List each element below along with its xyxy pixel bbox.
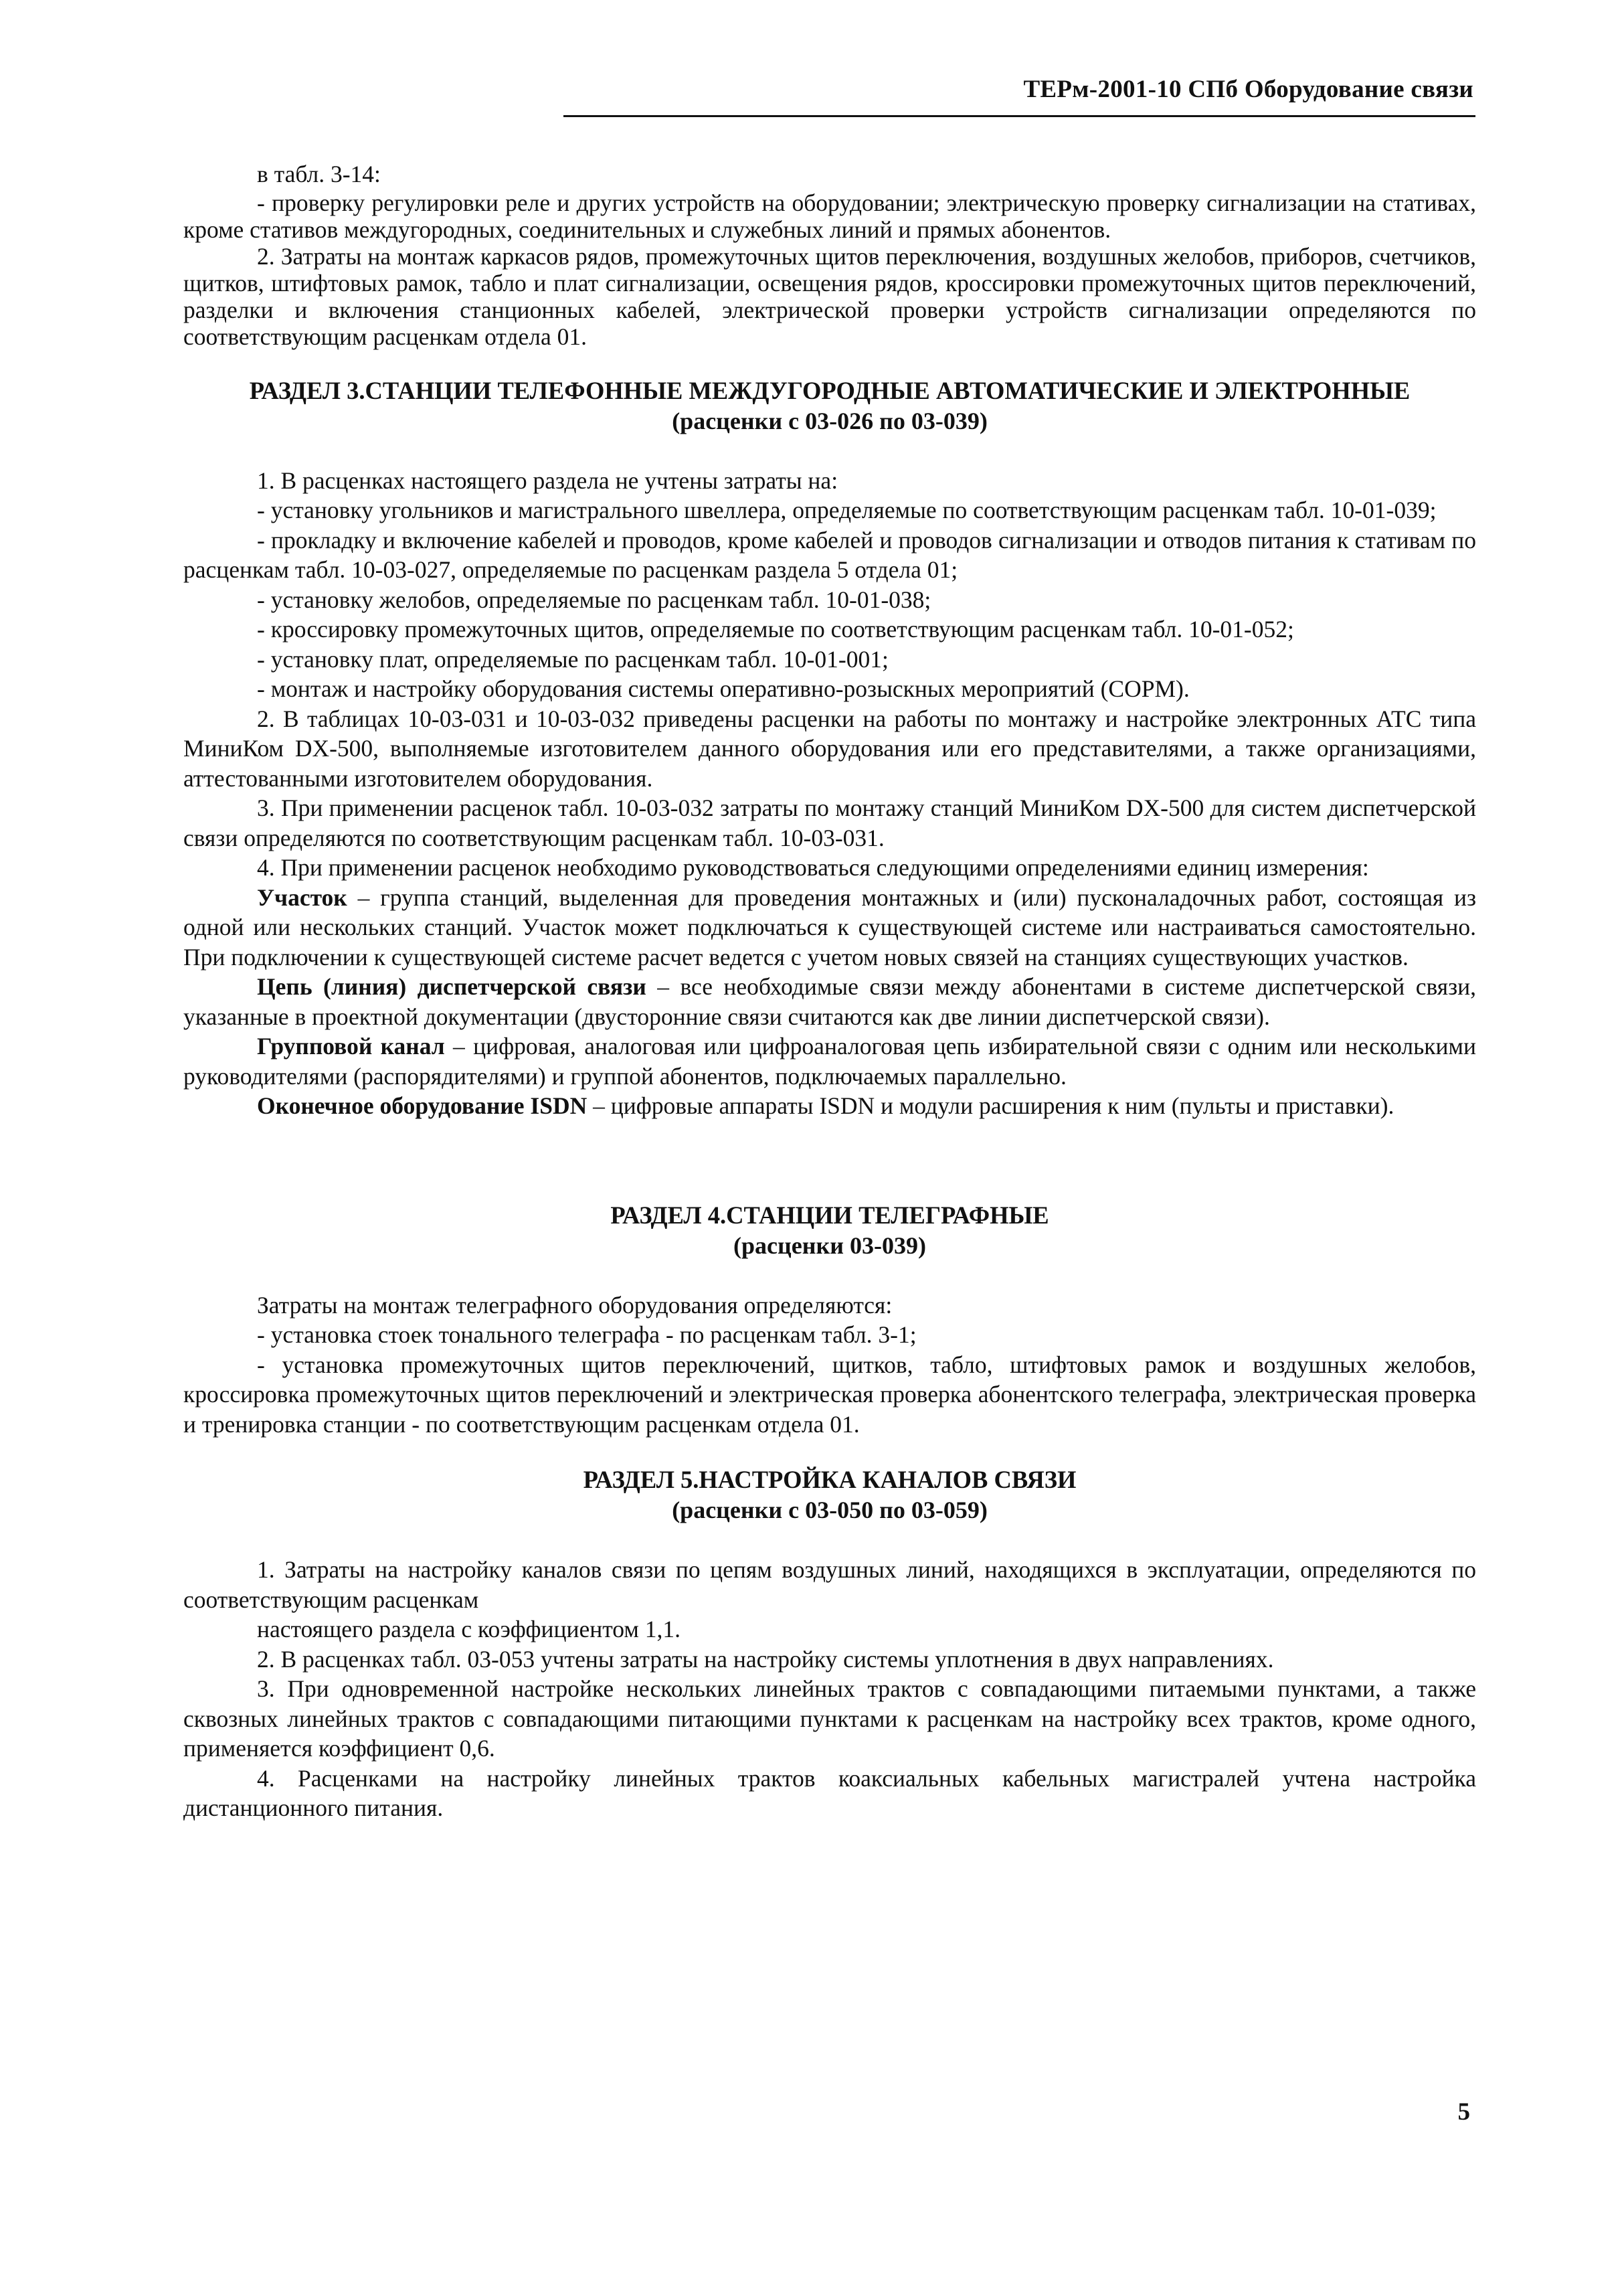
section-4-title: РАЗДЕЛ 4.СТАНЦИИ ТЕЛЕГРАФНЫЕ	[610, 1201, 1049, 1229]
section-3-paragraph-3: - прокладку и включение кабелей и проводов, кроме кабелей и проводов сигнализации и отводов питания к стативам по расценкам табл. 10-03-027, определяемые по расценкам раздела 5 отдела 01;	[183, 526, 1476, 583]
section-3-paragraph-1: 1. В расценках настоящего раздела не учтены затраты на:	[257, 467, 838, 494]
section-3-subtitle: (расценки с 03-026 по 03-039)	[672, 407, 988, 434]
definition-term: Цепь (линия) диспетчерской связи	[257, 973, 646, 1000]
definition-text: – группа станций, выделенная для проведения монтажных и (или) пусконаладочных работ, состоящая из одной или нескольких станций. Участок может подключаться к существующей системе или настраиваться самостоятельно. При подключении к существующей системе расчет ведется с учетом новых связей на станциях существующих участков.	[183, 883, 1476, 970]
definition-text: – цифровая, аналоговая или цифроаналоговая цепь избирательной связи с одним или несколькими руководителями (распорядителями) и группой абонентов, подключаемых параллельно.	[183, 1033, 1476, 1090]
section-4-paragraph-3: - установка промежуточных щитов переключений, щитков, табло, штифтовых рамок и воздушных желобов, кроссировка промежуточных щитов переключений и электрическая проверка абонентского телеграфа, электрическая проверка и тренировка станции - по соответствующим расценкам отдела 01.	[183, 1351, 1476, 1438]
section-4-paragraph-2: - установка стоек тонального телеграфа - по расценкам табл. 3-1;	[257, 1321, 917, 1348]
section-4-paragraph-1: Затраты на монтаж телеграфного оборудования определяются:	[257, 1291, 893, 1319]
section-5-paragraph-4: 4. Расценками на настройку линейных трактов коаксиальных кабельных магистралей учтена настройка дистанционного питания.	[183, 1764, 1476, 1821]
definition-isdn-equipment	[183, 1091, 1476, 1121]
section-3-paragraph-2: - установку угольников и магистрального швеллера, определяемые по соответствующим расценкам табл. 10-01-039;	[257, 497, 1437, 523]
definition-dispatch-circuit	[183, 972, 1476, 1031]
definition-term: Оконечное оборудование ISDN	[257, 1092, 588, 1119]
intro-paragraph-2: 2. Затраты на монтаж каркасов рядов, промежуточных щитов переключения, воздушных желобов, приборов, счетчиков, щитков, штифтовых рамок, табло и плат сигнализации, освещения рядов, кроссировки промежуточных щитов переключений, разделки и включения станционных кабелей, электрической проверки устройств сигнализации определяются по соответствующим расценкам отдела 01.	[183, 242, 1476, 350]
section-5-subtitle: (расценки с 03-050 по 03-059)	[672, 1497, 988, 1523]
definition-text: – все необходимые связи между абонентами в системе диспетчерской связи, указанные в проектной документации (двусторонние связи считаются как две линии диспетчерской связи).	[183, 973, 1476, 1030]
definition-group-channel	[183, 1031, 1476, 1091]
section-4-heading	[183, 1200, 1476, 1261]
header-rule	[563, 115, 1475, 117]
section-3-title: РАЗДЕЛ 3.СТАНЦИИ ТЕЛЕФОННЫЕ МЕЖДУГОРОДНЫЕ АВТОМАТИЧЕСКИЕ И ЭЛЕКТРОННЫЕ	[249, 376, 1411, 404]
section-3-paragraph-8: 2. В таблицах 10-03-031 и 10-03-032 приведены расценки на работы по монтажу и настройке электронных АТС типа МиниКом DX-500, выполняемые изготовителем данного оборудования или его представителями, а также организациями, аттестованными изготовителем оборудования.	[183, 705, 1476, 792]
section-5-heading	[183, 1464, 1476, 1525]
page-number: 5	[1457, 2098, 1470, 2126]
section-3-paragraph-5: - кроссировку промежуточных щитов, определяемые по соответствующим расценкам табл. 10-01-052;	[257, 616, 1294, 643]
section-3-paragraph-9: 3. При применении расценок табл. 10-03-032 затраты по монтажу станций МиниКом DX-500 для систем диспетчерской связи определяются по соответствующим расценкам табл. 10-03-031.	[183, 794, 1476, 851]
intro-paragraph-1: - проверку регулировки реле и других устройств на оборудовании; электрическую проверку сигнализации на стативах, кроме стативов междугородных, соединительных и служебных линий и прямых абонентов.	[183, 189, 1476, 243]
definition-term: Групповой канал	[257, 1033, 445, 1060]
section-4-subtitle: (расценки 03-039)	[733, 1232, 926, 1259]
section-3-paragraph-7: - монтаж и настройку оборудования системы оперативно-розыскных мероприятий (СОРМ).	[257, 675, 1190, 702]
definition-term: Участок	[257, 883, 347, 911]
section-5-title: РАЗДЕЛ 5.НАСТРОЙКА КАНАЛОВ СВЯЗИ	[583, 1466, 1077, 1493]
page-content	[183, 159, 1476, 1823]
section-3-heading	[183, 375, 1476, 436]
section-5-paragraph-3: 3. При одновременной настройке нескольких линейных трактов с совпадающими питаемыми пунктами, а также сквозных линейных трактов с совпадающими питающими пунктами к расценкам на настройку всех трактов, кроме одного, применяется коэффициент 0,6.	[183, 1675, 1476, 1762]
intro-lead: в табл. 3-14:	[257, 161, 381, 187]
definition-text: – цифровые аппараты ISDN и модули расширения к ним (пульты и приставки).	[587, 1092, 1394, 1119]
section-3-paragraph-6: - установку плат, определяемые по расценкам табл. 10-01-001;	[257, 645, 889, 673]
section-3-paragraph-4: - установку желобов, определяемые по расценкам табл. 10-01-038;	[257, 586, 931, 613]
definition-participant	[183, 883, 1476, 973]
section-5-paragraph-2: 2. В расценках табл. 03-053 учтены затраты на настройку системы уплотнения в двух направлениях.	[257, 1645, 1274, 1673]
section-3-paragraph-10: 4. При применении расценок необходимо руководствоваться следующими определениями единиц измерения:	[257, 854, 1369, 881]
running-title: ТЕРм-2001-10 СПб Оборудование связи	[1023, 76, 1473, 103]
section-5-paragraph-1: 1. Затраты на настройку каналов связи по цепям воздушных линий, находящихся в эксплуатации, определяются по соответствующим расценкам	[183, 1556, 1476, 1613]
section-5-paragraph-1-continued: настоящего раздела с коэффициентом 1,1.	[257, 1616, 681, 1642]
